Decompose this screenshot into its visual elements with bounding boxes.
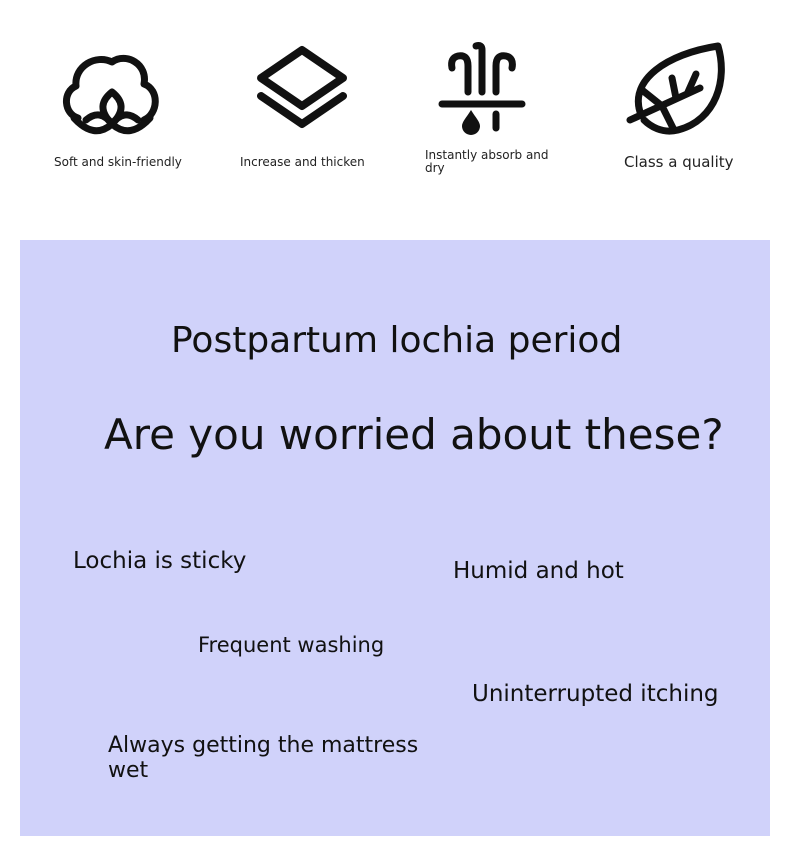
droplet-shape — [462, 110, 480, 135]
leaf-icon — [626, 40, 728, 138]
concern-humid-hot: Humid and hot — [453, 558, 624, 584]
feature-label: Instantly absorb and dry — [425, 148, 549, 176]
feature-soft-skin-friendly — [0, 0, 200, 190]
cotton-flower-icon — [60, 48, 164, 138]
feature-instantly-absorb — [400, 0, 590, 190]
feature-label: Class a quality — [624, 153, 734, 171]
feature-label: Soft and skin-friendly — [54, 155, 182, 169]
feature-increase-thicken — [200, 0, 390, 190]
feature-label: Increase and thicken — [240, 155, 365, 169]
concern-frequent-washing: Frequent washing — [198, 633, 385, 657]
layers-icon — [255, 44, 349, 136]
concerns-panel — [20, 240, 770, 836]
panel-question: Are you worried about these? — [104, 410, 724, 459]
absorb-droplet-icon — [438, 40, 526, 136]
concern-mattress-wet: Always getting the mattress wet — [108, 733, 419, 783]
panel-headline: Postpartum lochia period — [171, 320, 623, 361]
feature-class-a-quality — [600, 0, 790, 190]
concern-lochia-sticky: Lochia is sticky — [73, 548, 247, 574]
concern-uninterrupted-itching: Uninterrupted itching — [472, 681, 719, 707]
